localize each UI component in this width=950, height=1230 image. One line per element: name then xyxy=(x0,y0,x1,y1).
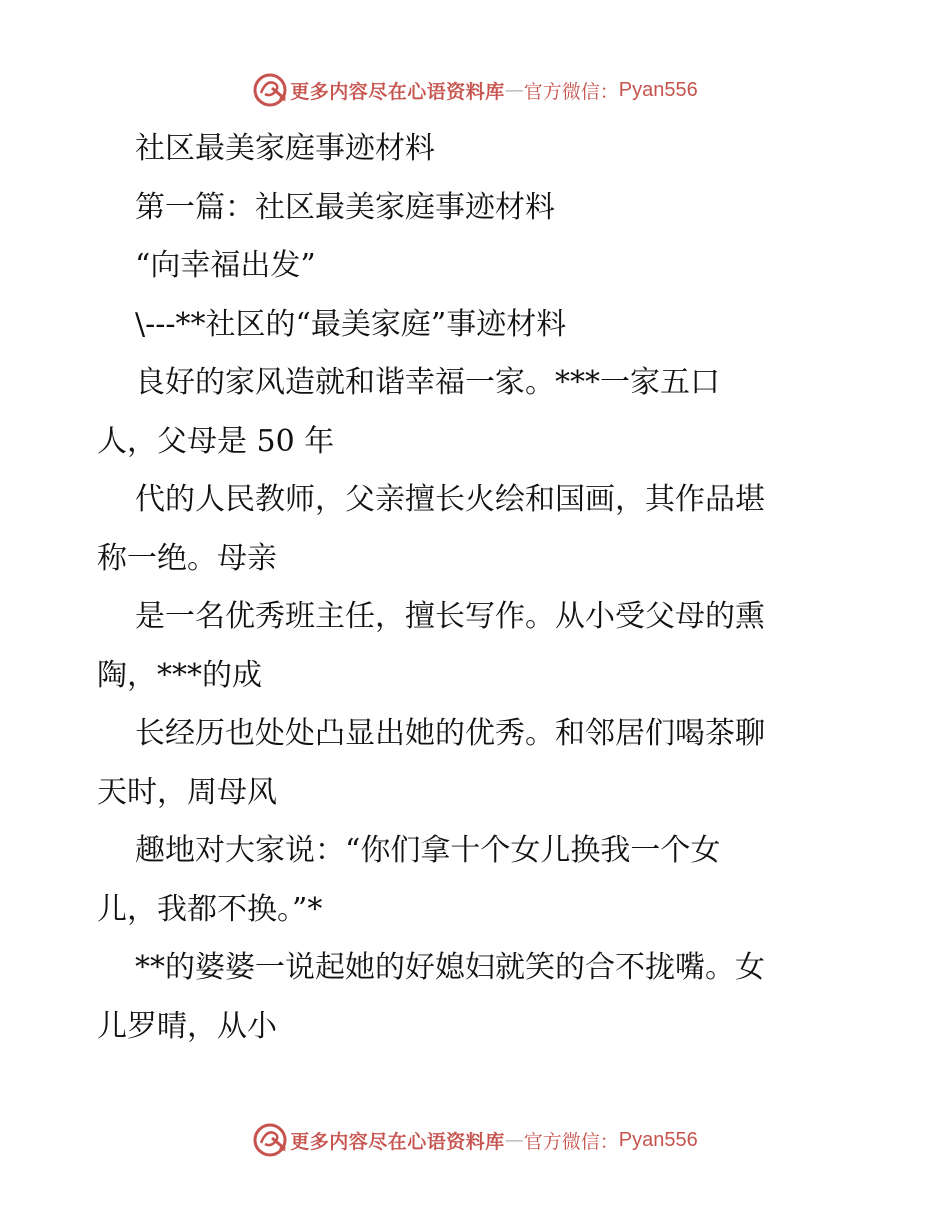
paragraph-line: 天时，周母风 xyxy=(97,774,277,810)
section-heading: 第一篇：社区最美家庭事迹材料 xyxy=(135,189,555,225)
paragraph-line: 趣地对大家说：“你们拿十个女儿换我一个女 xyxy=(135,833,721,868)
paragraph-line: 人，父母是 50 年 xyxy=(97,423,335,459)
subtitle-line: \---**社区的“最美家庭”事迹材料 xyxy=(135,306,567,342)
watermark-wechat-label: 官方微信： xyxy=(523,1130,619,1153)
paragraph-line: 代的人民教师，父亲擅长火绘和国画，其作品堪 xyxy=(135,482,765,517)
header-watermark xyxy=(0,70,950,110)
document-title: 社区最美家庭事迹材料 xyxy=(135,131,435,166)
paragraph-line: 儿，我都不换。”* xyxy=(97,891,323,927)
watermark-site-text: 更多内容尽在心语资料库 xyxy=(290,1130,505,1153)
paragraph-line: 陶，***的成 xyxy=(97,657,262,693)
paragraph-line: 是一名优秀班主任，擅长写作。从小受父母的熏 xyxy=(135,599,765,634)
watermark-wechat-id: Pyan556 xyxy=(618,1128,698,1151)
paragraph-line: 良好的家风造就和谐幸福一家。***一家五口 xyxy=(135,365,720,400)
watermark-wechat-id: Pyan556 xyxy=(618,78,698,101)
watermark-site-text: 更多内容尽在心语资料库 xyxy=(290,80,505,103)
paragraph-line: **的婆婆一说起她的好媳妇就笑的合不拢嘴。女 xyxy=(135,950,765,985)
subtitle-line: “向幸福出发” xyxy=(135,248,316,283)
seal-logo-icon xyxy=(252,72,288,108)
paragraph-line: 儿罗晴，从小 xyxy=(97,1008,277,1044)
watermark-separator: — xyxy=(504,1129,524,1151)
paragraph-line: 称一绝。母亲 xyxy=(97,540,277,576)
footer-watermark xyxy=(0,1120,950,1160)
watermark-separator: — xyxy=(504,79,524,101)
document-body xyxy=(97,120,857,1056)
watermark-wechat-label: 官方微信： xyxy=(523,80,619,103)
seal-logo-icon xyxy=(252,1122,288,1158)
paragraph-line: 长经历也处处凸显出她的优秀。和邻居们喝茶聊 xyxy=(135,716,765,751)
